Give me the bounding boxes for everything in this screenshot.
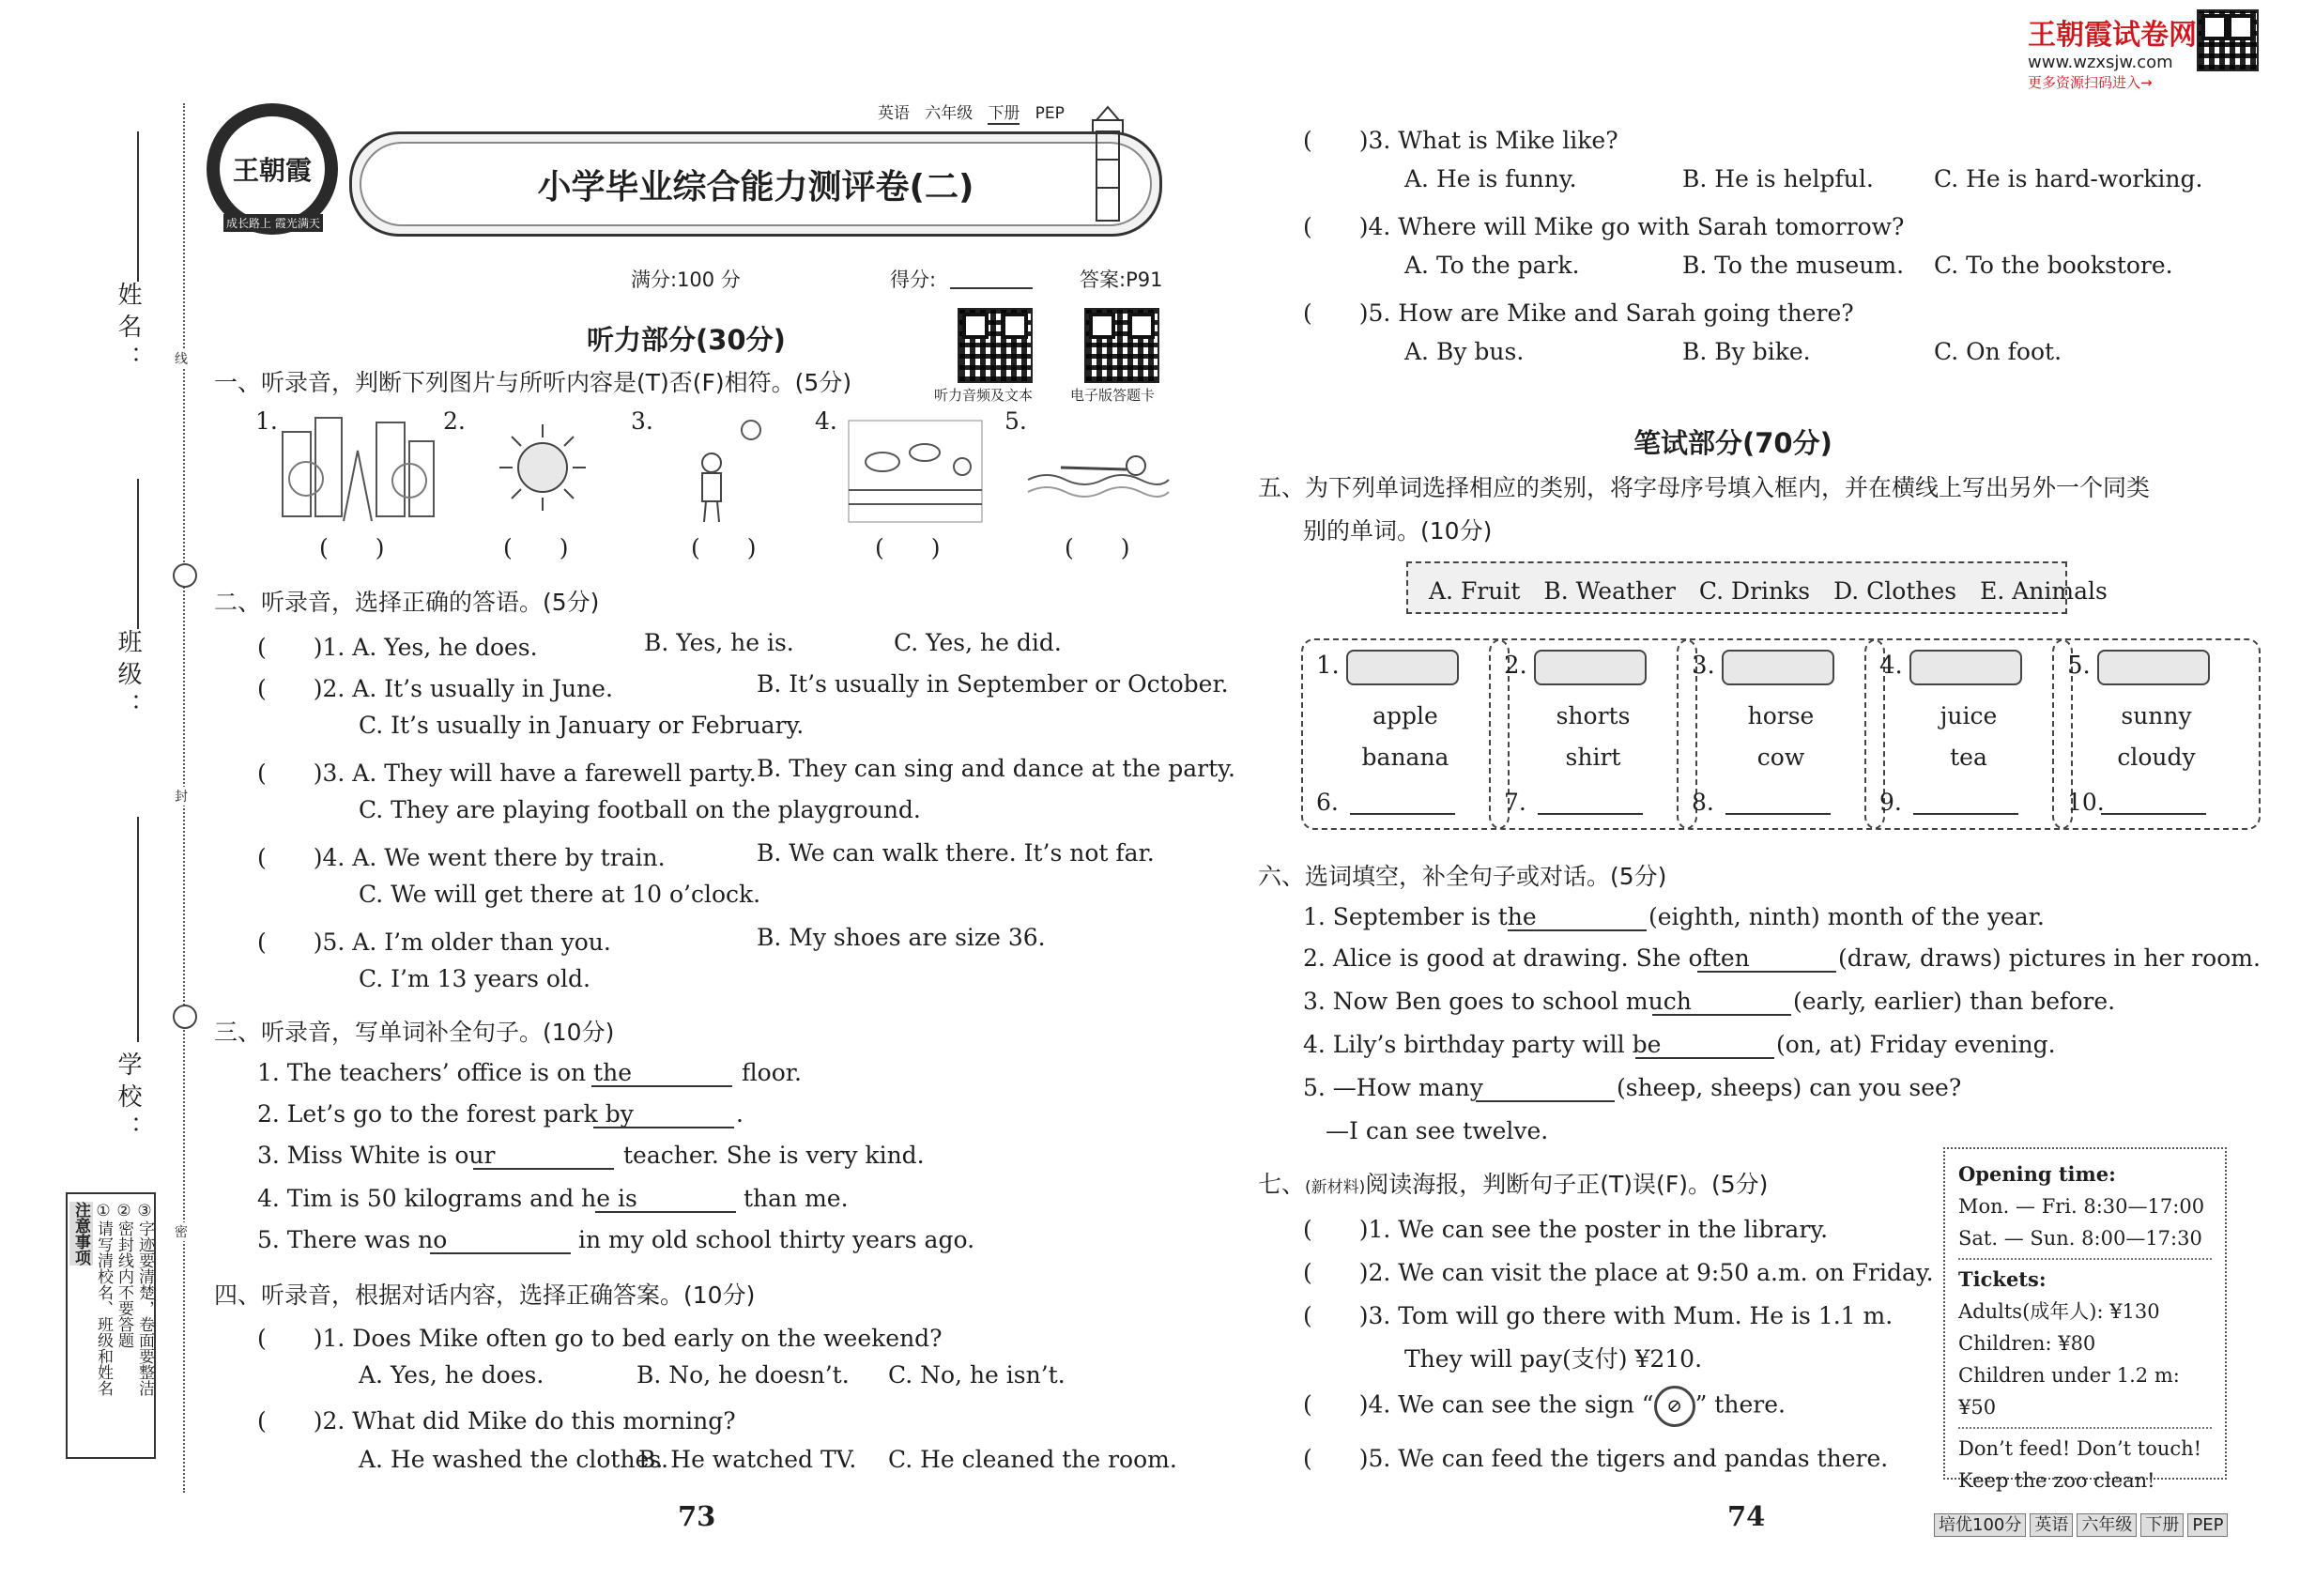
s2-q5-b: B. My shoes are size 36. [757, 924, 1046, 951]
letter-input-box[interactable] [2097, 650, 2210, 685]
poster-open-weekend: Sat. — Sun. 8:00—17:30 [1958, 1227, 2202, 1250]
brand-logo [207, 103, 338, 235]
name-label: 姓名： [114, 282, 142, 377]
blank-number: 6. [1316, 789, 1339, 816]
s6-line2-a: 2. Alice is good at drawing. She often [1303, 944, 1750, 972]
word-blank[interactable] [1538, 813, 1643, 815]
s4-q4-b: B. To the museum. [1682, 252, 1905, 279]
s3-blank[interactable] [595, 1211, 736, 1213]
s3-line4-a: 4. Tim is 50 kilograms and he is [257, 1185, 637, 1212]
word-group-box [1677, 638, 1885, 830]
s6-line5-b: (sheep, sheeps) can you see? [1617, 1074, 1962, 1101]
name-blank[interactable] [137, 131, 139, 282]
s2-q2-c: C. It’s usually in January or February. [359, 712, 805, 739]
qr-answer-card-caption: 电子版答题卡 [1070, 387, 1156, 404]
section3-heading: 三、听录音，写单词补全句子。(10分) [214, 1019, 615, 1046]
lighthouse-icon [1080, 103, 1136, 225]
s4-q3-c: C. He is hard-working. [1934, 165, 2203, 192]
s2-q1-b: B. Yes, he is. [644, 629, 794, 656]
s6-line4-a: 4. Lily’s birthday party will be [1303, 1031, 1662, 1058]
s2-q4-c: C. We will get there at 10 o’clock. [359, 881, 761, 908]
s7-q3-cont: They will pay(支付) ¥210. [1404, 1345, 1703, 1373]
picture-boy-sun [685, 411, 779, 529]
qr-answer-card-icon[interactable] [1084, 308, 1159, 383]
score-blank[interactable] [950, 287, 1033, 289]
s4-q5-c: C. On foot. [1934, 338, 2062, 365]
s3-line3-b: teacher. She is very kind. [623, 1142, 925, 1169]
word: cow [1756, 744, 1805, 771]
s4-q4-a: A. To the park. [1404, 252, 1580, 279]
full-score: 满分:100 分 [631, 269, 741, 291]
s3-blank[interactable] [593, 1127, 734, 1128]
s6-line3-a: 3. Now Ben goes to school much [1303, 988, 1692, 1015]
class-label: 班级： [114, 629, 142, 725]
new-material-tag: (新材料) [1305, 1178, 1366, 1197]
box-number: 2. [1504, 652, 1527, 680]
word-group-box [1489, 638, 1697, 830]
word: cloudy [2117, 744, 2196, 771]
s6-blank[interactable] [1508, 929, 1647, 931]
s4-q1[interactable]: ( )1. Does Mike often go to bed early on the weekend? [257, 1325, 943, 1352]
s2-q5[interactable]: ( )5. A. I’m older than you. [257, 928, 611, 956]
subject-tags [878, 100, 1065, 123]
poster-open-title: Opening time: [1958, 1162, 2116, 1186]
s2-q2-b: B. It’s usually in September or October. [757, 670, 1229, 698]
s3-line4-b: than me. [744, 1185, 849, 1212]
poster-ticket-small: Children under 1.2 m: ¥50 [1958, 1364, 2180, 1419]
page-number-left: 73 [678, 1500, 716, 1532]
s6-line3-b: (early, earlier) than before. [1793, 988, 2116, 1015]
footer-subject: 英语 [2030, 1513, 2073, 1537]
s4-q2-a: A. He washed the clothes. [359, 1446, 669, 1473]
zoo-poster [1943, 1147, 2227, 1492]
tag-grade: 六年级 [925, 104, 974, 123]
letter-input-box[interactable] [1346, 650, 1459, 685]
s4-q2[interactable]: ( )2. What did Mike do this morning? [257, 1407, 736, 1435]
word-blank[interactable] [2101, 813, 2206, 815]
poster-rule-1: Don’t feed! Don’t touch! [1958, 1437, 2202, 1460]
s4-q2-c: C. He cleaned the room. [888, 1446, 1177, 1473]
school-label: 学校： [114, 1051, 142, 1147]
section2-heading: 二、听录音，选择正确的答语。(5分) [214, 589, 600, 616]
s3-blank[interactable] [430, 1252, 571, 1254]
word-group-box [1301, 638, 1510, 830]
s4-q5-a: A. By bus. [1404, 338, 1525, 365]
s6-line1-b: (eighth, ninth) month of the year. [1648, 903, 2045, 930]
logo-text: 王朝霞 [233, 155, 313, 186]
s2-q1[interactable]: ( )1. A. Yes, he does. [257, 634, 538, 661]
section4-heading: 四、听录音，根据对话内容，选择正确答案。(10分) [214, 1281, 756, 1309]
poster-ticket-adults: Adults(成年人): ¥130 [1958, 1300, 2160, 1323]
brand-more: 更多资源扫码进入→ [2028, 74, 2153, 91]
picture-city-street [278, 413, 437, 526]
s6-blank[interactable] [1635, 1057, 1774, 1059]
binding-hole-icon [173, 1005, 197, 1029]
s3-line2-b: . [736, 1100, 744, 1128]
word-blank[interactable] [1350, 813, 1455, 815]
s6-blank[interactable] [1652, 1014, 1791, 1016]
tag-term: 下册 [988, 104, 1020, 123]
footer-grade: 六年级 [2077, 1513, 2137, 1537]
blank-number: 7. [1504, 789, 1526, 816]
section1-heading: 一、听录音，判断下列图片与所听内容是(T)否(F)相符。(5分) [214, 369, 852, 396]
s4-q1-b: B. No, he doesn’t. [636, 1361, 850, 1389]
brand-name: 王朝霞试卷网 [2028, 19, 2197, 52]
s7-q4[interactable] [1303, 1386, 1786, 1427]
s1-num-1: 1. [255, 407, 278, 435]
logo-slogan-1: 成长路上 [226, 217, 272, 230]
word: shirt [1565, 744, 1621, 771]
class-blank[interactable] [137, 479, 139, 629]
s7-q1[interactable]: ( )1. We can see the poster in the library. [1303, 1216, 1829, 1243]
binding-hole-icon [173, 563, 197, 588]
box-number: 5. [2067, 652, 2091, 680]
letter-input-box[interactable] [1534, 650, 1647, 685]
s7-q2[interactable]: ( )2. We can visit the place at 9:50 a.m. on Friday. [1303, 1259, 1934, 1286]
s6-line5-a: 5. —How many [1303, 1074, 1483, 1101]
notice-item: ①请写清校名、班级和姓名 [94, 1202, 113, 1396]
section5-heading: 五、为下列单词选择相应的类别，将字母序号填入框内，并在横线上写出另外一个同类 [1258, 474, 2151, 501]
box-number: 3. [1692, 652, 1715, 680]
picture-swimming [1023, 437, 1173, 503]
score-label: 得分: [890, 269, 937, 291]
s1-answer-paren[interactable]: ( ) [319, 534, 385, 561]
blank-number: 9. [1879, 789, 1902, 816]
s4-q3-a: A. He is funny. [1404, 165, 1577, 192]
s3-blank[interactable] [591, 1085, 732, 1087]
footer-edition: PEP [2187, 1513, 2228, 1537]
notice-item: ③字迹要清楚，卷面要整洁 [135, 1202, 154, 1396]
answer-ref: 答案:P91 [1080, 269, 1163, 291]
box-number: 1. [1316, 652, 1340, 680]
s4-q1-c: C. No, he isn’t. [888, 1361, 1066, 1389]
s6-blank[interactable] [1697, 971, 1836, 973]
section7-heading [1258, 1166, 1768, 1200]
section5-heading-cont: 别的单词。(10分) [1303, 517, 1493, 545]
s7-q3[interactable]: ( )3. Tom will go there with Mum. He is 1.1 m. [1303, 1302, 1894, 1329]
s2-q1-c: C. Yes, he did. [894, 629, 1062, 656]
s2-q5-c: C. I’m 13 years old. [359, 965, 590, 992]
s3-line1-a: 1. The teachers’ office is on the [257, 1059, 632, 1086]
s7-q4-a: ( )4. We can see the sign “ [1303, 1390, 1654, 1419]
s3-line5-a: 5. There was no [257, 1226, 448, 1253]
s7-q5[interactable]: ( )5. We can feed the tigers and pandas there. [1303, 1445, 1889, 1472]
word: sunny [2121, 702, 2192, 729]
s1-answer-paren[interactable]: ( ) [1065, 534, 1130, 561]
word: apple [1372, 702, 1438, 729]
poster-tickets-title: Tickets: [1958, 1267, 2047, 1291]
s4-q5[interactable]: ( )5. How are Mike and Sarah going there? [1303, 299, 1854, 327]
letter-input-box[interactable] [1722, 650, 1834, 685]
s4-q4-c: C. To the bookstore. [1934, 252, 2173, 279]
word-blank[interactable] [1913, 813, 2018, 815]
s6-line4-b: (on, at) Friday evening. [1776, 1031, 2056, 1058]
brand-qr-icon[interactable] [2197, 9, 2259, 71]
s4-q1-a: A. Yes, he does. [359, 1361, 544, 1389]
s2-q4[interactable]: ( )4. A. We went there by train. [257, 844, 666, 871]
s2-q3[interactable]: ( )3. A. They will have a farewell party. [257, 760, 757, 787]
s1-answer-paren[interactable]: ( ) [691, 534, 757, 561]
picture-sun-large [496, 421, 590, 514]
s1-answer-paren[interactable]: ( ) [875, 534, 941, 561]
s2-q4-b: B. We can walk there. It’s not far. [757, 839, 1155, 867]
tag-subject: 英语 [878, 104, 910, 123]
notice-title: 注意事项 [69, 1202, 93, 1266]
page-title: 小学毕业综合能力测评卷(二) [537, 168, 974, 207]
s4-q3[interactable]: ( )3. What is Mike like? [1303, 127, 1618, 154]
s2-q2[interactable]: ( )2. A. It’s usually in June. [257, 675, 613, 702]
tag-edition: PEP [1035, 104, 1065, 123]
logo-slogan-2: 霞光满天 [274, 217, 320, 230]
s6-blank[interactable] [1476, 1100, 1615, 1102]
no-photo-sign-icon: ⊘ [1654, 1386, 1695, 1427]
s3-line2-a: 2. Let’s go to the forest park by [257, 1100, 634, 1128]
blank-number: 10. [2067, 789, 2105, 816]
section6-heading: 六、选词填空，补全句子或对话。(5分) [1258, 863, 1667, 890]
s7-heading-text: 阅读海报，判断句子正(T)误(F)。(5分) [1365, 1171, 1769, 1198]
blank-number: 8. [1692, 789, 1714, 816]
poster-open-weekday: Mon. — Fri. 8:30—17:00 [1958, 1195, 2205, 1218]
word-group-box [2052, 638, 2261, 830]
s4-q2-b: B. He watched TV. [638, 1446, 857, 1473]
s3-blank[interactable] [473, 1168, 614, 1170]
category-list: A. Fruit B. Weather C. Drinks D. Clothes E. Animals [1429, 577, 2108, 605]
word-blank[interactable] [1725, 813, 1831, 815]
writing-title: 笔试部分(70分) [1633, 427, 1832, 459]
s1-num-2: 2. [443, 407, 466, 435]
s1-num-3: 3. [631, 407, 653, 435]
s3-line5-b: in my old school thirty years ago. [578, 1226, 975, 1253]
footer-series: 培优100分 [1934, 1513, 2026, 1537]
word: horse [1747, 702, 1815, 729]
s2-q3-c: C. They are playing football on the playground. [359, 796, 921, 823]
brand-block [2028, 11, 2197, 92]
s6-line2-b: (draw, draws) pictures in her room. [1838, 944, 2261, 972]
brand-url: www.wzxsjw.com [2028, 53, 2173, 72]
s6-answer5: —I can see twelve. [1326, 1117, 1549, 1144]
qr-audio-icon[interactable] [958, 308, 1033, 383]
s3-line3-a: 3. Miss White is our [257, 1142, 496, 1169]
picture-farm [845, 415, 986, 528]
notice-box [66, 1192, 156, 1459]
word: juice [1940, 702, 1998, 729]
binding-mark-mi: 密 [175, 1222, 188, 1241]
footer-series-tag [1934, 1512, 2231, 1536]
school-blank[interactable] [137, 817, 139, 1042]
binding-mark-line: 线 [175, 349, 188, 368]
s3-line1-b: floor. [742, 1059, 802, 1086]
category-box [1406, 561, 2108, 614]
s1-num-4: 4. [815, 407, 837, 435]
s4-q4[interactable]: ( )4. Where will Mike go with Sarah tomorrow? [1303, 213, 1905, 240]
s7-heading-num: 七、 [1258, 1171, 1306, 1198]
page-number-right: 74 [1727, 1500, 1766, 1532]
s4-q5-b: B. By bike. [1682, 338, 1811, 365]
binding-mark-feng: 封 [175, 787, 188, 806]
poster-rule-2: Keep the zoo clean! [1958, 1469, 2155, 1492]
word-group-box [1864, 638, 2073, 830]
logo-slogan [223, 214, 323, 232]
s6-line1-a: 1. September is the [1303, 903, 1537, 930]
poster-ticket-children: Children: ¥80 [1958, 1332, 2096, 1355]
s4-q3-b: B. He is helpful. [1682, 165, 1874, 192]
letter-input-box[interactable] [1909, 650, 2022, 685]
footer-term: 下册 [2140, 1513, 2184, 1537]
qr-audio-caption: 听力音频及文本 [934, 387, 1034, 404]
s1-num-5: 5. [1004, 407, 1027, 435]
notice-item: ②密封线内不要答题 [115, 1202, 133, 1348]
title-banner [349, 131, 1162, 237]
word: banana [1361, 744, 1449, 771]
s7-q4-b: ” there. [1694, 1390, 1786, 1419]
s2-q3-b: B. They can sing and dance at the party. [757, 755, 1235, 782]
listening-title: 听力部分(30分) [587, 324, 786, 356]
word: tea [1950, 744, 1987, 771]
word: shorts [1556, 702, 1631, 729]
box-number: 4. [1879, 652, 1903, 680]
s1-answer-paren[interactable]: ( ) [503, 534, 569, 561]
